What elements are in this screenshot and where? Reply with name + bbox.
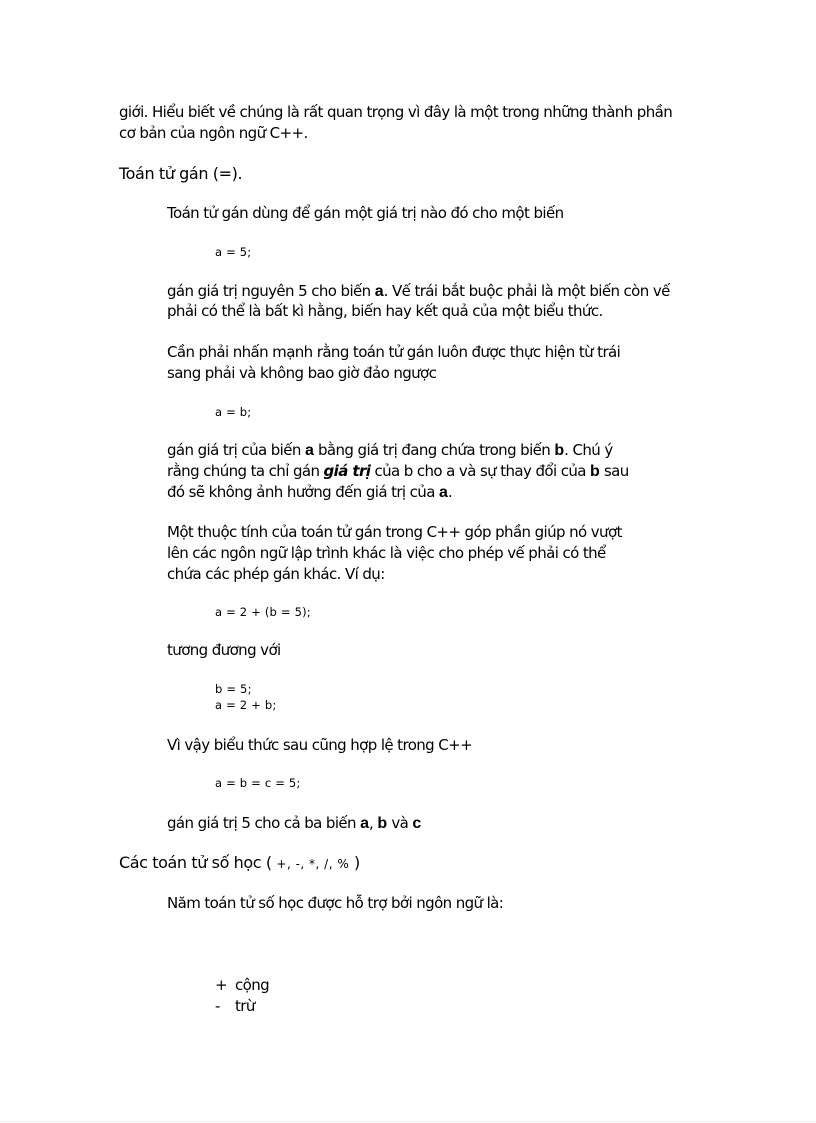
text-run: gán giá trị của biến (167, 441, 305, 459)
variable-b: b (377, 815, 388, 832)
heading-text: Các toán tử số học ( (119, 853, 277, 872)
operator-label: cộng (235, 976, 270, 994)
text-run: gán giá trị 5 cho cả ba biến (167, 814, 361, 832)
page-bottom-edge (0, 1121, 816, 1122)
section-heading-arithmetic (119, 852, 360, 875)
variable-b: b (590, 463, 600, 480)
variable-a: a (374, 283, 384, 300)
code-example-3: a = 2 + (b = 5); (215, 605, 311, 619)
list-item (215, 975, 269, 995)
intro-line-1: giới. Hiểu biết về chúng là rất quan trọng vì đây là một trong những thành phần (119, 103, 673, 121)
heading-text: ) (349, 853, 360, 872)
assign-paragraph-4-line-2 (167, 461, 629, 482)
code-example-4-line-1: b = 5; (215, 682, 252, 696)
code-example-2: a = b; (215, 405, 252, 419)
variable-a: a (438, 484, 448, 501)
variable-a: a (304, 442, 314, 459)
assign-paragraph-7: Vì vậy biểu thức sau cũng hợp lệ trong C++ (167, 736, 473, 754)
section-heading-assignment: Toán tử gán (=). (119, 164, 243, 183)
assign-paragraph-2-line-2: phải có thể là bất kì hằng, biến hay kết quả của một biểu thức. (167, 302, 603, 320)
assign-paragraph-5-line-1: Một thuộc tính của toán tử gán trong C++ góp phần giúp nó vượt (167, 523, 622, 541)
text-run: và (387, 814, 413, 832)
variable-b: b (554, 442, 565, 459)
text-run: . Vế trái bắt buộc phải là một biến còn vế (383, 282, 670, 300)
assign-paragraph-5-line-3: chứa các phép gán khác. Ví dụ: (167, 565, 385, 583)
assign-paragraph-1: Toán tử gán dùng để gán một giá trị nào đó cho một biến (167, 204, 564, 222)
text-run: , (369, 814, 378, 832)
text-run: bằng giá trị đang chứa trong biến (313, 441, 555, 459)
arith-paragraph-1: Năm toán tử số học được hỗ trợ bởi ngôn ngữ là: (167, 894, 504, 912)
code-example-4-line-2: a = 2 + b; (215, 698, 277, 712)
assign-paragraph-8 (167, 813, 421, 834)
operator-symbols: +, -, *, /, % (276, 857, 350, 871)
assign-paragraph-5-line-2: lên các ngôn ngữ lập trình khác là việc cho phép vế phải có thể (167, 544, 606, 562)
intro-line-2: cơ bản của ngôn ngữ C++. (119, 124, 308, 142)
assign-paragraph-4-line-1 (167, 440, 613, 461)
assign-paragraph-3-line-1: Cần phải nhấn mạnh rằng toán tử gán luôn được thực hiện từ trái (167, 343, 621, 361)
assign-paragraph-6: tương đương với (167, 641, 281, 659)
operator-label: trừ (235, 997, 255, 1015)
text-run: đó sẽ không ảnh hưởng đến giá trị của (167, 483, 439, 501)
assign-paragraph-2-line-1 (167, 281, 670, 302)
text-run: của b cho a và sự thay đổi của (370, 462, 591, 480)
text-run: . Chú ý (564, 441, 613, 459)
text-run: rằng chúng ta chỉ gán (167, 462, 324, 480)
variable-a: a (360, 815, 370, 832)
emphasis-value: giá trị (323, 462, 371, 480)
variable-c: c (412, 815, 422, 832)
list-item (215, 996, 255, 1016)
operator-symbol: - (215, 997, 220, 1015)
operator-symbol: + (215, 976, 227, 994)
code-example-1: a = 5; (215, 245, 252, 259)
assign-paragraph-4-line-3 (167, 482, 452, 503)
text-run: sau (599, 462, 629, 480)
text-run: . (447, 483, 453, 501)
text-run: gán giá trị nguyên 5 cho biến (167, 282, 375, 300)
code-example-5: a = b = c = 5; (215, 776, 301, 790)
assign-paragraph-3-line-2: sang phải và không bao giờ đảo ngược (167, 364, 437, 382)
